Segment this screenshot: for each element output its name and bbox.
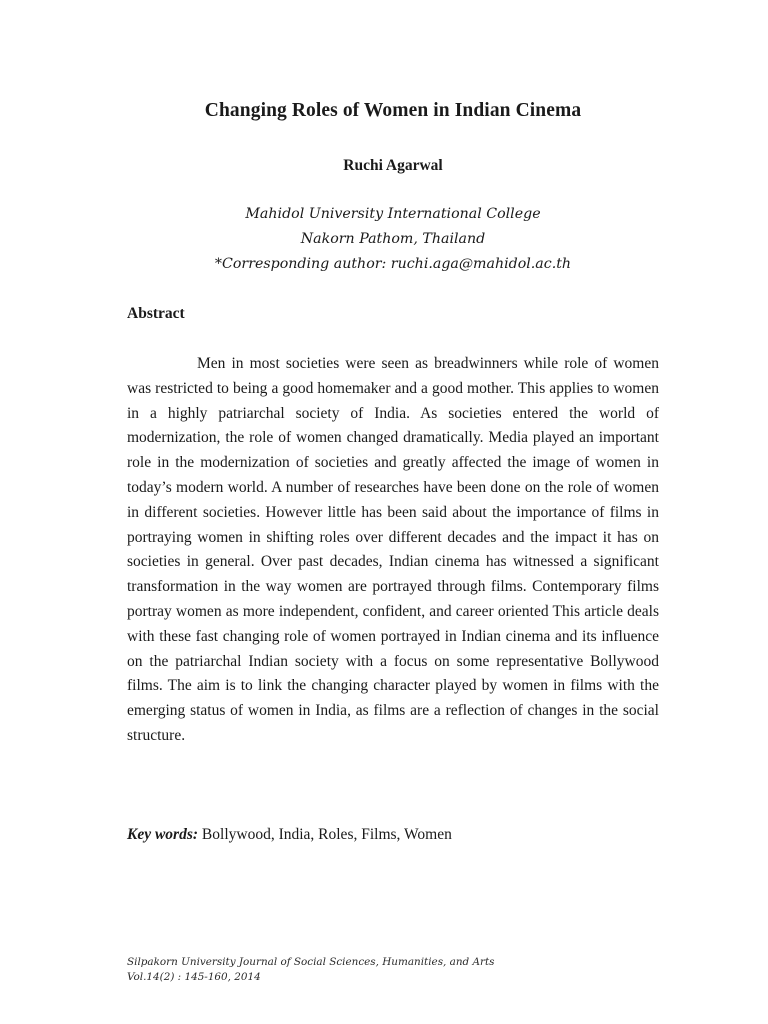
footer-journal: Silpakorn University Journal of Social Sciences, Humanities, and Arts [127, 956, 495, 968]
keywords-line [127, 826, 452, 844]
paper-title: Changing Roles of Women in Indian Cinema [204, 100, 582, 121]
footer-volume: Vol.14(2) : 145-160, 2014 [127, 971, 261, 983]
keywords-values: Bollywood, India, Roles, Films, Women [201, 826, 452, 843]
abstract-heading: Abstract [127, 305, 185, 322]
abstract-text: Men in most societies were seen as breadwinners while role of women was restricted to being a good homemaker and a good mother. This applies to women in a highly patriarchal society of India. As societies entered the world of modernization, the role of women changed dramatically. Media played an important role in the modernization of societies and greatly affected the image of women in today’s modern world. A number of researches have been done on the role of women in different societies. However little has been said about the importance of films in portraying women in shifting roles over different decades and the impact it has on societies in general. Over past decades, Indian cinema has witnessed a significant transformation in the way women are portrayed through films. Contemporary films portray women as more independent, confident, and career oriented This article deals with these fast changing role of women portrayed in Indian cinema and its influence on the patriarchal Indian society with a focus on some representative Bollywood films. The aim is to link the changing character played by women in films with the emerging status of women in India, as films are a reflection of changes in the social structure. [127, 355, 659, 744]
affiliation-location: Nakorn Pathom, Thailand [300, 231, 486, 247]
corresponding-author: *Corresponding author: ruchi.aga@mahidol.ac.th [214, 256, 572, 272]
affiliation-institution: Mahidol University International College [245, 206, 541, 222]
keywords-label: Key words: [127, 826, 199, 843]
author-name: Ruchi Agarwal [343, 157, 443, 174]
